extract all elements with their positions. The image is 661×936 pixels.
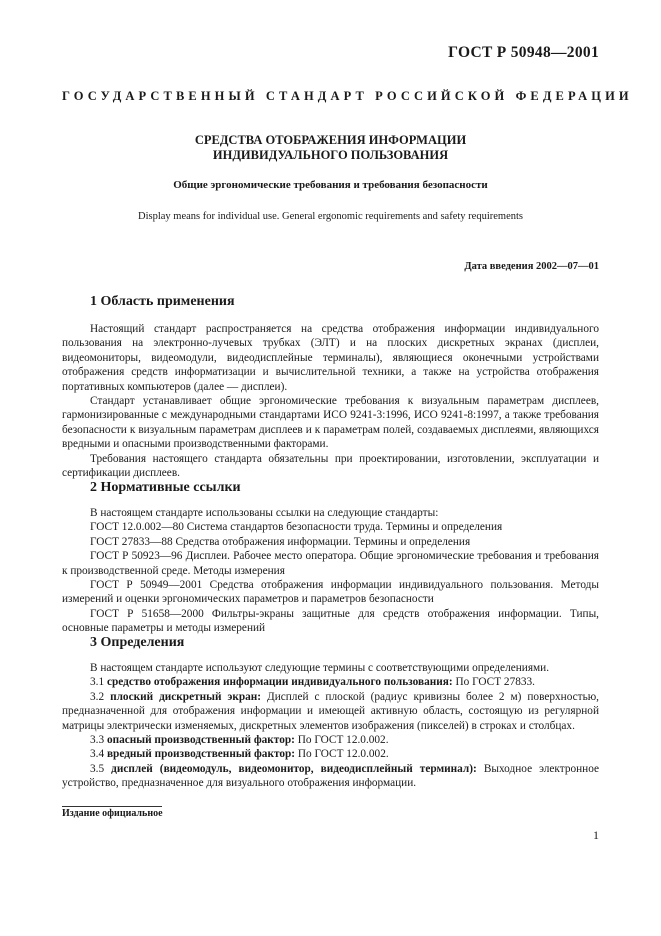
definition-term: дисплей (видеомодуль, видеомонитор, видеодисплейный терминал): — [111, 762, 477, 775]
paragraph: Настоящий стандарт распространяется на средства отображения информации индивидуального пользования на электронно-лучевых трубках (ЭЛТ) и на плоских дискретных экранах (дисплеи, видеомониторы, видеомодули, видеодисплейные терминалы), являющиеся оконечными устройствами отображения средств информатизации и вычислительной техники, а также на устройства отображения портативных компьютеров (далее — дисплеи). — [62, 323, 599, 393]
title-line-2: ИНДИВИДУАЛЬНОГО ПОЛЬЗОВАНИЯ — [212, 148, 449, 162]
definition-number: 3.1 — [90, 676, 105, 689]
paragraph: Стандарт устанавливает общие эргономические требования к визуальным параметрам дисплеев, гармонизированные с международными стандартами ИСО 9241-3:1996, ИСО 9241-8:1997, а также требования безопасности к визуальным параметрам дисплеев и к параметрам полей, создаваемых дисплеями, являющихся вредными и опасными производственными факторами. — [62, 395, 599, 451]
definition-text: По ГОСТ 12.0.002. — [297, 734, 389, 747]
definition-text: По ГОСТ 27833. — [455, 676, 535, 689]
introduction-date: Дата введения 2002—07—01 — [464, 261, 599, 272]
section-2-heading: 2 Нормативные ссылки — [90, 480, 241, 495]
page-number: 1 — [593, 828, 599, 842]
section-3-body — [62, 661, 599, 791]
definition-text: Выходное электронное устройство, предназначенное для визуального отображения информации. — [62, 762, 600, 790]
definition-item — [62, 762, 599, 791]
document-title — [62, 133, 599, 163]
english-title: Display means for individual use. General ergonomic requirements and safety requirements — [138, 211, 523, 222]
definition-term: средство отображения информации индивидуального пользования: — [106, 676, 453, 689]
definition-number: 3.5 — [90, 762, 105, 775]
paragraph: Требования настоящего стандарта обязательны при проектировании, изготовлении, эксплуатации и сертификации дисплеев. — [62, 452, 599, 480]
reference-item: ГОСТ Р 51658—2000 Фильтры-экраны защитные для средств отображения информации. Типы, основные параметры и методы измерений — [62, 607, 599, 635]
document-code: ГОСТ Р 50948—2001 — [448, 44, 599, 61]
section-3-heading: 3 Определения — [90, 635, 185, 650]
official-edition-label: Издание официальное — [62, 808, 163, 819]
definition-term: плоский дискретный экран: — [110, 690, 262, 703]
reference-item: ГОСТ Р 50949—2001 Средства отображения информации индивидуального пользования. Методы измерений и оценки эргономических параметров и параметров безопасности — [62, 579, 599, 606]
definition-item — [62, 733, 599, 747]
definition-item — [62, 675, 599, 689]
definition-number: 3.2 — [90, 690, 105, 703]
section-1-heading: 1 Область применения — [90, 294, 235, 309]
section-2-body — [62, 506, 599, 636]
reference-item: ГОСТ Р 50923—96 Дисплеи. Рабочее место оператора. Общие эргономические требования и требования к производственной среде. Методы измерения — [62, 550, 599, 577]
definition-number: 3.3 — [90, 734, 105, 747]
definition-item — [62, 690, 599, 733]
document-subtitle: Общие эргономические требования и требования безопасности — [173, 179, 488, 191]
definition-number: 3.4 — [90, 748, 105, 761]
paragraph: В настоящем стандарте используют следующие термины с соответствующими определениями. — [90, 662, 550, 674]
reference-item: ГОСТ 12.0.002—80 Система стандартов безопасности труда. Термины и определения — [90, 521, 503, 534]
reference-item: ГОСТ 27833—88 Средства отображения информации. Термины и определения — [90, 535, 471, 548]
footer-divider — [62, 806, 162, 807]
definition-item — [62, 747, 599, 761]
title-line-1: СРЕДСТВА ОТОБРАЖЕНИЯ ИНФОРМАЦИИ — [194, 133, 467, 147]
definition-text: По ГОСТ 12.0.002. — [297, 748, 389, 761]
definition-term: вредный производственный фактор: — [106, 748, 296, 761]
section-1-body — [62, 322, 599, 480]
definition-term: опасный производственный фактор: — [106, 734, 295, 747]
paragraph: В настоящем стандарте использованы ссылки на следующие стандарты: — [90, 507, 439, 519]
definition-text: Дисплей с плоской (радиус кривизны более 2 м) поверхностью, предназначенной для отображения информации и имеющей активную область, состоящую из регулярной матрицы электрически изменяемых, дискретных элементов изображения (пикселей) в строках и столбцах. — [62, 690, 599, 732]
state-standard-banner: ГОСУДАРСТВЕННЫЙ СТАНДАРТ РОССИЙСКОЙ ФЕДЕРАЦИИ — [62, 89, 633, 103]
